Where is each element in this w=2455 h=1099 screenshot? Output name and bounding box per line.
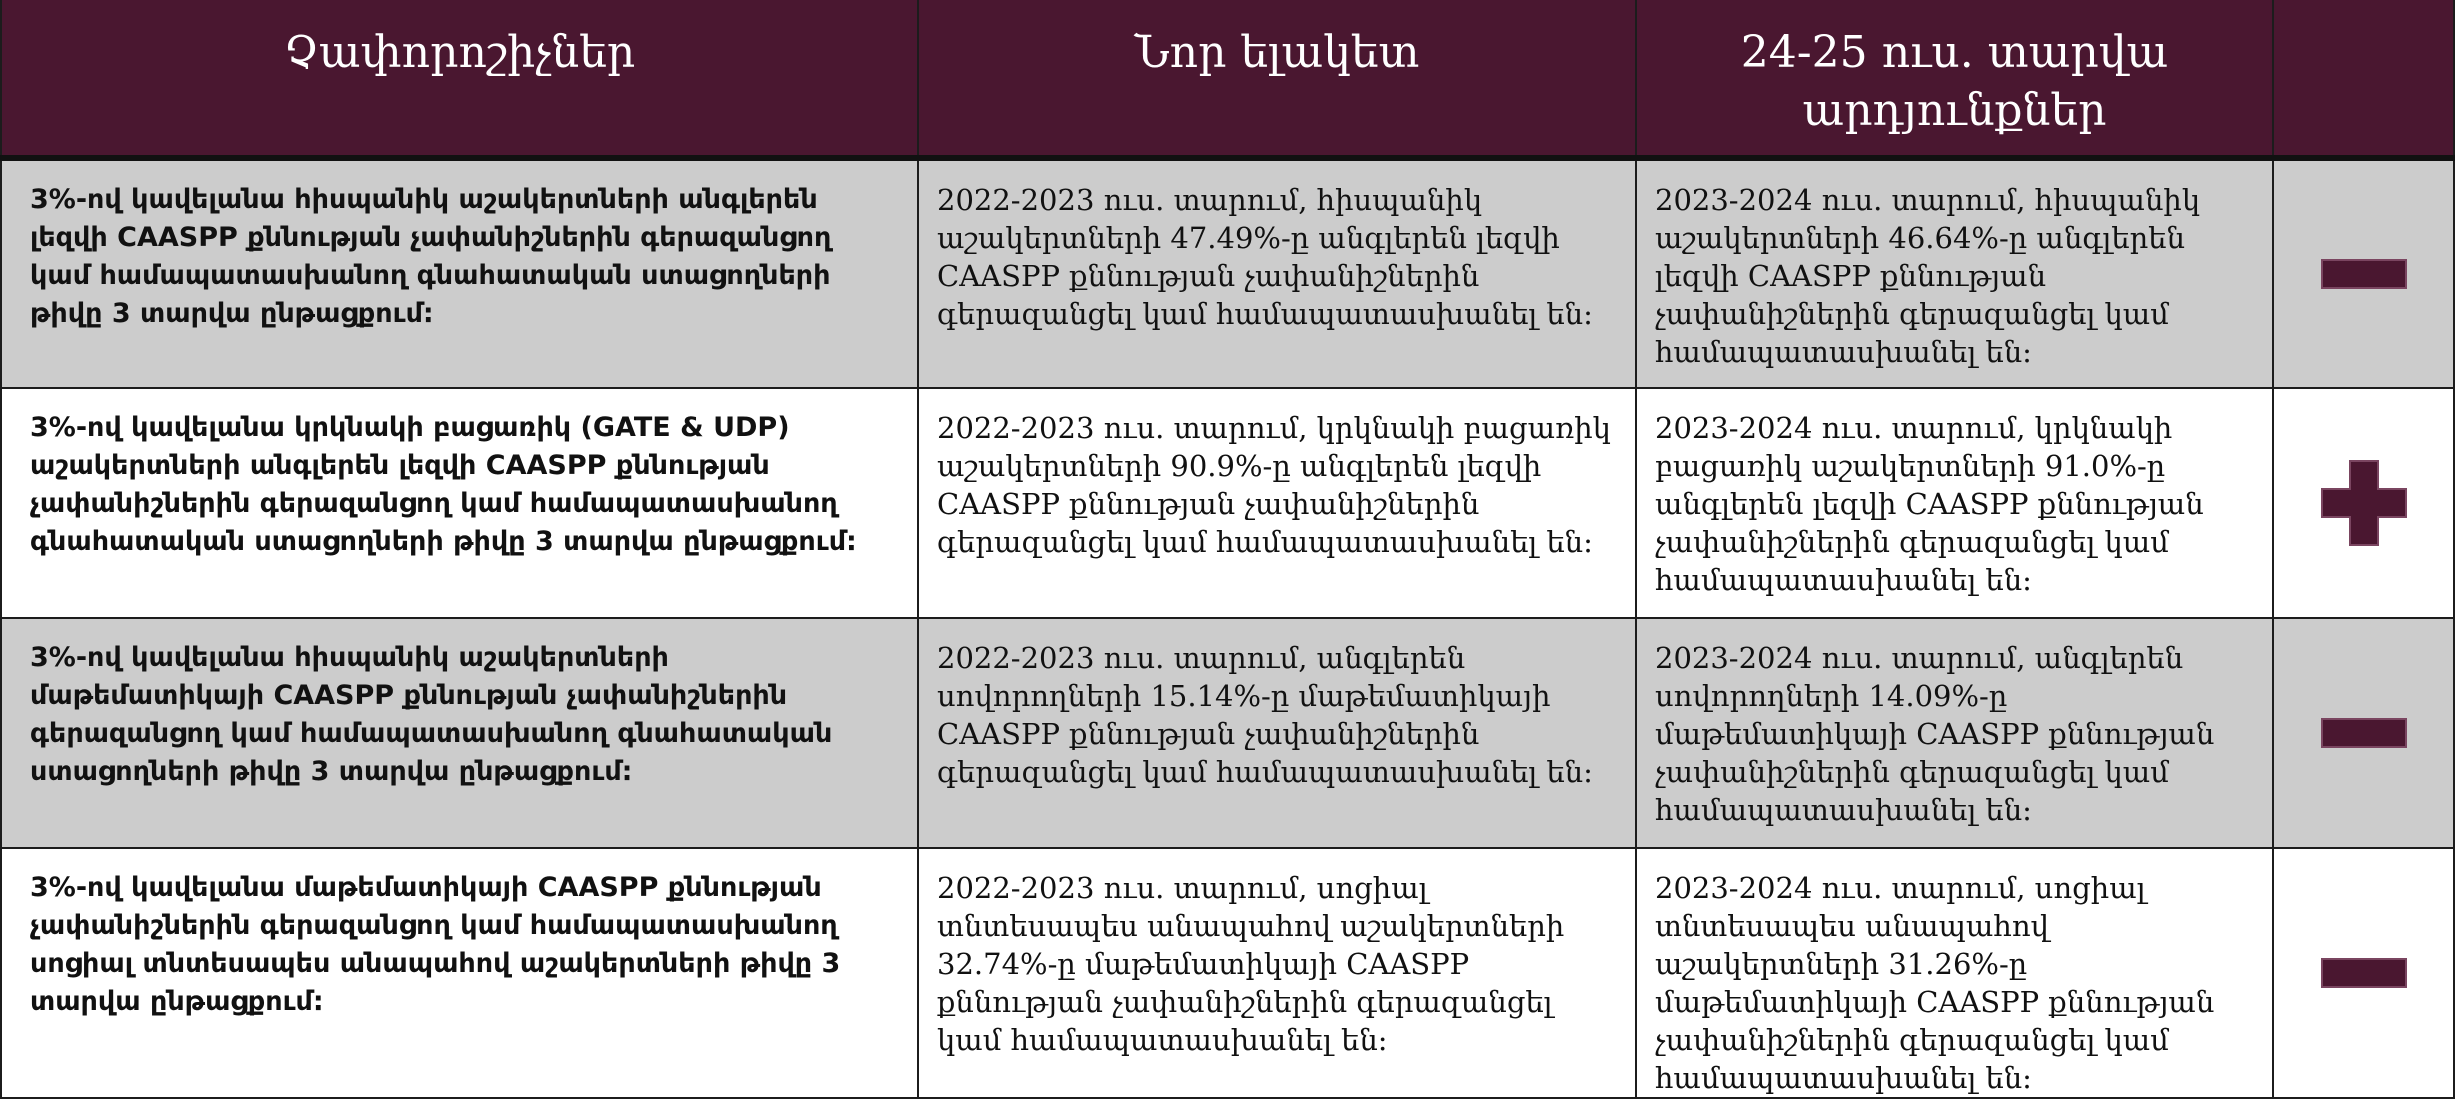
table-row	[1, 618, 2454, 848]
table-row	[1, 388, 2454, 618]
result-cell: 2023-2024 ուս. տարում, կրկնակի բացառիկ աշակերտների 91.0%-ը անգլերեն լեզվի CAASPP քննության չափանիշներին գերազանցել կամ համապատասխանել են:	[1636, 388, 2273, 618]
goal-cell: 3%-ով կավելանա հիսպանիկ աշակերտների անգլերեն լեզվի CAASPP քննության չափանիշներին գերազանցող կամ համապատասխանող գնահատական ստացողների թիվը 3 տարվա ընթացքում:	[1, 158, 918, 388]
goal-cell: 3%-ով կավելանա մաթեմատիկայի CAASPP քննության չափանիշներին գերազանցող կամ համապատասխանող սոցիալ տնտեսապես անապահով աշակերտների թիվը 3 տարվա ընթացքում:	[1, 848, 918, 1098]
plus-icon	[2321, 460, 2407, 546]
baseline-cell: 2022-2023 ուս. տարում, սոցիալ տնտեսապես անապահով աշակերտների 32.74%-ը մաթեմատիկայի CAASPP քննության չափանիշներին գերազանցել կամ համապատասխանել են:	[918, 848, 1636, 1098]
goal-cell: 3%-ով կավելանա կրկնակի բացառիկ (GATE & UDP) աշակերտների անգլերեն լեզվի CAASPP քննության չափանիշներին գերազանցող կամ համապատասխանող գնահատական ստացողների թիվը 3 տարվա ընթացքում:	[1, 388, 918, 618]
baseline-cell: 2022-2023 ուս. տարում, հիսպանիկ աշակերտների 47.49%-ը անգլերեն լեզվի CAASPP քննության չափանիշներին գերազանցել կամ համապատասխանել են:	[918, 158, 1636, 388]
result-cell: 2023-2024 ուս. տարում, հիսպանիկ աշակերտների 46.64%-ը անգլերեն լեզվի CAASPP քննության չափանիշներին գերազանցել կամ համապատասխանել են:	[1636, 158, 2273, 388]
trend-cell	[2273, 388, 2454, 618]
header-standards: Չափորոշիչներ	[1, 0, 918, 158]
goal-cell: 3%-ով կավելանա հիսպանիկ աշակերտների մաթեմատիկայի CAASPP քննության չափանիշներին գերազանցող կամ համապատասխանող գնահատական ստացողների թիվը 3 տարվա ընթացքում:	[1, 618, 918, 848]
minus-icon	[2321, 718, 2407, 748]
minus-icon	[2321, 259, 2407, 289]
header-trend	[2273, 0, 2454, 158]
table-header-row	[1, 0, 2454, 158]
minus-icon	[2321, 958, 2407, 988]
header-results: 24-25 ուս. տարվա արդյունքներ	[1636, 0, 2273, 158]
baseline-cell: 2022-2023 ուս. տարում, կրկնակի բացառիկ աշակերտների 90.9%-ը անգլերեն լեզվի CAASPP քննության չափանիշներին գերազանցել կամ համապատասխանել են:	[918, 388, 1636, 618]
trend-cell	[2273, 158, 2454, 388]
header-new-baseline: Նոր ելակետ	[918, 0, 1636, 158]
trend-cell	[2273, 618, 2454, 848]
result-cell: 2023-2024 ուս. տարում, անգլերեն սովորողների 14.09%-ը մաթեմատիկայի CAASPP քննության չափանիշներին գերազանցել կամ համապատասխանել են:	[1636, 618, 2273, 848]
baseline-cell: 2022-2023 ուս. տարում, անգլերեն սովորողների 15.14%-ը մաթեմատիկայի CAASPP քննության չափանիշներին գերազանցել կամ համապատասխանել են:	[918, 618, 1636, 848]
result-cell: 2023-2024 ուս. տարում, սոցիալ տնտեսապես անապահով աշակերտների 31.26%-ը մաթեմատիկայի CAASPP քննության չափանիշներին գերազանցել կամ համապատասխանել են:	[1636, 848, 2273, 1098]
table-row	[1, 848, 2454, 1098]
trend-cell	[2273, 848, 2454, 1098]
table-row	[1, 158, 2454, 388]
